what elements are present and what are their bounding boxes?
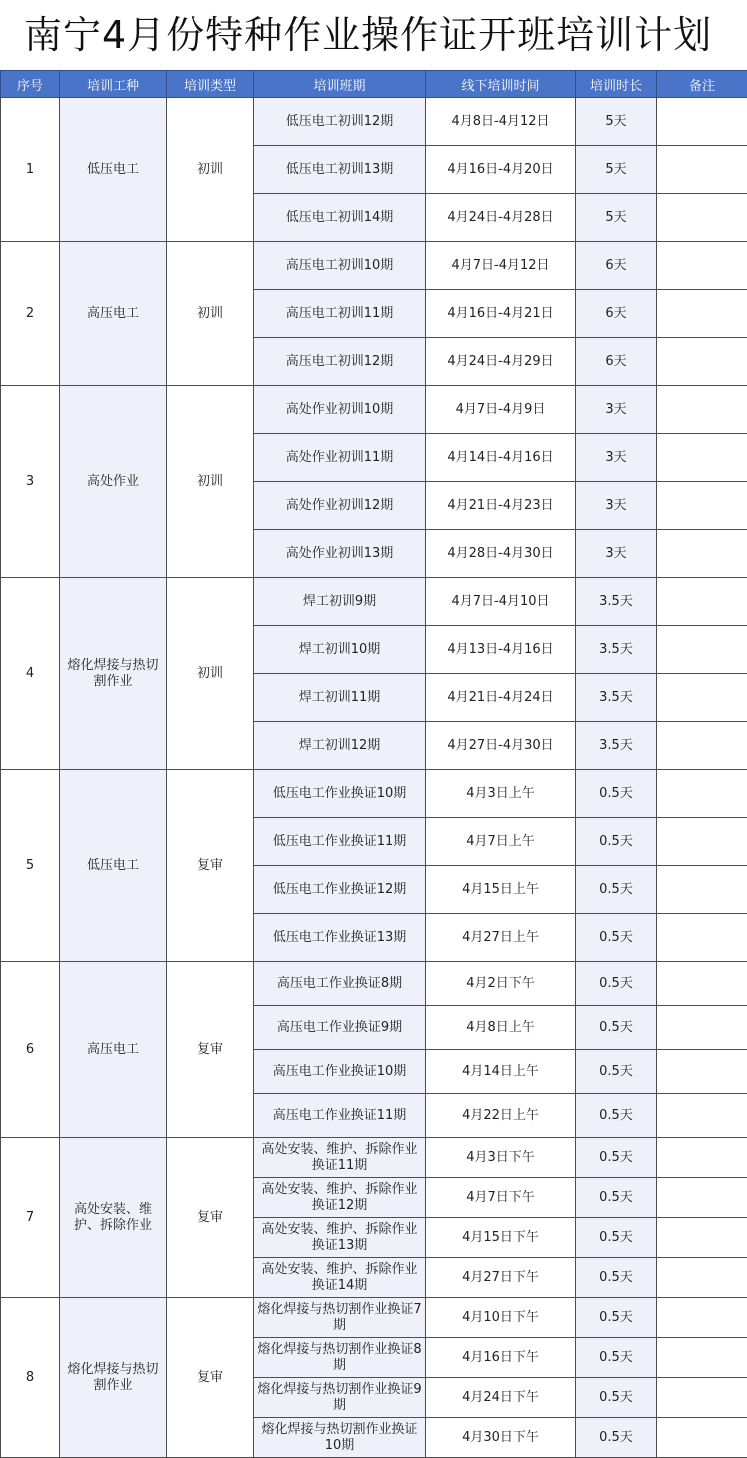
cell-no: 8 bbox=[1, 1298, 60, 1458]
cell-note bbox=[657, 1094, 747, 1138]
cell-period: 焊工初训9期 bbox=[254, 578, 426, 626]
cell-duration: 3天 bbox=[576, 530, 657, 578]
cell-duration: 0.5天 bbox=[576, 866, 657, 914]
header-no: 序号 bbox=[1, 71, 60, 98]
cell-period: 高压电工初训10期 bbox=[254, 242, 426, 290]
table-row bbox=[1, 770, 747, 818]
header-type: 培训类型 bbox=[167, 71, 254, 98]
cell-time: 4月27日-4月30日 bbox=[426, 722, 576, 770]
cell-period: 高处作业初训13期 bbox=[254, 530, 426, 578]
cell-time: 4月15日上午 bbox=[426, 866, 576, 914]
cell-trade: 熔化焊接与热切割作业 bbox=[60, 1298, 167, 1458]
cell-time: 4月7日-4月9日 bbox=[426, 386, 576, 434]
cell-note bbox=[657, 818, 747, 866]
cell-time: 4月16日-4月20日 bbox=[426, 146, 576, 194]
cell-note bbox=[657, 146, 747, 194]
cell-period: 高压电工作业换证8期 bbox=[254, 962, 426, 1006]
cell-time: 4月7日-4月10日 bbox=[426, 578, 576, 626]
cell-time: 4月13日-4月16日 bbox=[426, 626, 576, 674]
cell-period: 低压电工作业换证11期 bbox=[254, 818, 426, 866]
cell-time: 4月28日-4月30日 bbox=[426, 530, 576, 578]
cell-duration: 0.5天 bbox=[576, 1258, 657, 1298]
cell-duration: 0.5天 bbox=[576, 1178, 657, 1218]
cell-note bbox=[657, 1218, 747, 1258]
cell-note bbox=[657, 962, 747, 1006]
cell-no: 1 bbox=[1, 98, 60, 242]
cell-note bbox=[657, 866, 747, 914]
cell-note bbox=[657, 626, 747, 674]
cell-duration: 3天 bbox=[576, 434, 657, 482]
cell-type: 初训 bbox=[167, 242, 254, 386]
cell-time: 4月30日下午 bbox=[426, 1418, 576, 1458]
cell-period: 高处安装、维护、拆除作业换证13期 bbox=[254, 1218, 426, 1258]
cell-trade: 高处作业 bbox=[60, 386, 167, 578]
cell-note bbox=[657, 530, 747, 578]
table-row bbox=[1, 962, 747, 1006]
cell-duration: 0.5天 bbox=[576, 1138, 657, 1178]
cell-period: 高压电工作业换证10期 bbox=[254, 1050, 426, 1094]
cell-time: 4月24日-4月29日 bbox=[426, 338, 576, 386]
cell-note bbox=[657, 770, 747, 818]
cell-note bbox=[657, 386, 747, 434]
cell-time: 4月24日下午 bbox=[426, 1378, 576, 1418]
header-period: 培训班期 bbox=[254, 71, 426, 98]
cell-note bbox=[657, 1050, 747, 1094]
cell-duration: 3.5天 bbox=[576, 578, 657, 626]
cell-period: 焊工初训12期 bbox=[254, 722, 426, 770]
cell-duration: 3天 bbox=[576, 482, 657, 530]
table-row bbox=[1, 578, 747, 626]
cell-no: 5 bbox=[1, 770, 60, 962]
cell-time: 4月16日下午 bbox=[426, 1338, 576, 1378]
cell-trade: 高压电工 bbox=[60, 962, 167, 1138]
cell-time: 4月15日下午 bbox=[426, 1218, 576, 1258]
cell-duration: 0.5天 bbox=[576, 770, 657, 818]
header-note: 备注 bbox=[657, 71, 747, 98]
cell-time: 4月7日-4月12日 bbox=[426, 242, 576, 290]
cell-duration: 5天 bbox=[576, 146, 657, 194]
cell-note bbox=[657, 722, 747, 770]
cell-duration: 0.5天 bbox=[576, 1338, 657, 1378]
cell-period: 高处作业初训12期 bbox=[254, 482, 426, 530]
cell-time: 4月21日-4月24日 bbox=[426, 674, 576, 722]
cell-period: 焊工初训11期 bbox=[254, 674, 426, 722]
cell-trade: 高处安装、维护、拆除作业 bbox=[60, 1138, 167, 1298]
cell-type: 初训 bbox=[167, 98, 254, 242]
cell-period: 熔化焊接与热切割作业换证9期 bbox=[254, 1378, 426, 1418]
cell-period: 高压电工初训12期 bbox=[254, 338, 426, 386]
cell-type: 复审 bbox=[167, 962, 254, 1138]
training-schedule-table bbox=[0, 70, 747, 1458]
cell-period: 低压电工作业换证13期 bbox=[254, 914, 426, 962]
cell-time: 4月16日-4月21日 bbox=[426, 290, 576, 338]
cell-period: 高处安装、维护、拆除作业换证12期 bbox=[254, 1178, 426, 1218]
cell-time: 4月2日下午 bbox=[426, 962, 576, 1006]
cell-trade: 低压电工 bbox=[60, 98, 167, 242]
cell-time: 4月14日上午 bbox=[426, 1050, 576, 1094]
cell-note bbox=[657, 98, 747, 146]
cell-time: 4月7日上午 bbox=[426, 818, 576, 866]
cell-note bbox=[657, 434, 747, 482]
cell-note bbox=[657, 1258, 747, 1298]
cell-time: 4月27日下午 bbox=[426, 1258, 576, 1298]
table-row bbox=[1, 1138, 747, 1178]
cell-note bbox=[657, 482, 747, 530]
cell-period: 低压电工初训13期 bbox=[254, 146, 426, 194]
cell-note bbox=[657, 194, 747, 242]
cell-time: 4月3日上午 bbox=[426, 770, 576, 818]
cell-duration: 0.5天 bbox=[576, 1050, 657, 1094]
cell-duration: 6天 bbox=[576, 290, 657, 338]
cell-note bbox=[657, 914, 747, 962]
cell-period: 熔化焊接与热切割作业换证10期 bbox=[254, 1418, 426, 1458]
table-row bbox=[1, 1298, 747, 1338]
cell-period: 低压电工初训14期 bbox=[254, 194, 426, 242]
cell-type: 复审 bbox=[167, 1138, 254, 1298]
cell-note bbox=[657, 242, 747, 290]
cell-duration: 0.5天 bbox=[576, 1378, 657, 1418]
cell-period: 高压电工作业换证9期 bbox=[254, 1006, 426, 1050]
cell-period: 高压电工初训11期 bbox=[254, 290, 426, 338]
cell-duration: 3.5天 bbox=[576, 626, 657, 674]
cell-time: 4月27日上午 bbox=[426, 914, 576, 962]
cell-note bbox=[657, 338, 747, 386]
table-row bbox=[1, 242, 747, 290]
cell-time: 4月10日下午 bbox=[426, 1298, 576, 1338]
cell-period: 熔化焊接与热切割作业换证7期 bbox=[254, 1298, 426, 1338]
header-duration: 培训时长 bbox=[576, 71, 657, 98]
cell-duration: 0.5天 bbox=[576, 1094, 657, 1138]
cell-time: 4月3日下午 bbox=[426, 1138, 576, 1178]
cell-duration: 6天 bbox=[576, 242, 657, 290]
cell-time: 4月14日-4月16日 bbox=[426, 434, 576, 482]
page-title: 南宁4月份特种作业操作证开班培训计划 bbox=[0, 0, 747, 70]
cell-type: 初训 bbox=[167, 386, 254, 578]
cell-period: 高处安装、维护、拆除作业换证11期 bbox=[254, 1138, 426, 1178]
cell-note bbox=[657, 1338, 747, 1378]
cell-duration: 0.5天 bbox=[576, 1006, 657, 1050]
cell-duration: 3.5天 bbox=[576, 674, 657, 722]
cell-type: 初训 bbox=[167, 578, 254, 770]
cell-note bbox=[657, 1298, 747, 1338]
header-row bbox=[1, 71, 747, 98]
cell-no: 2 bbox=[1, 242, 60, 386]
cell-duration: 5天 bbox=[576, 194, 657, 242]
cell-note bbox=[657, 1378, 747, 1418]
cell-note bbox=[657, 1418, 747, 1458]
cell-note bbox=[657, 578, 747, 626]
cell-time: 4月21日-4月23日 bbox=[426, 482, 576, 530]
cell-note bbox=[657, 290, 747, 338]
cell-period: 高处安装、维护、拆除作业换证14期 bbox=[254, 1258, 426, 1298]
cell-duration: 0.5天 bbox=[576, 818, 657, 866]
header-time: 线下培训时间 bbox=[426, 71, 576, 98]
cell-no: 6 bbox=[1, 962, 60, 1138]
cell-no: 7 bbox=[1, 1138, 60, 1298]
cell-trade: 低压电工 bbox=[60, 770, 167, 962]
cell-note bbox=[657, 674, 747, 722]
cell-duration: 3.5天 bbox=[576, 722, 657, 770]
cell-duration: 0.5天 bbox=[576, 962, 657, 1006]
table-row bbox=[1, 386, 747, 434]
cell-trade: 高压电工 bbox=[60, 242, 167, 386]
cell-note bbox=[657, 1178, 747, 1218]
cell-period: 低压电工作业换证10期 bbox=[254, 770, 426, 818]
cell-period: 熔化焊接与热切割作业换证8期 bbox=[254, 1338, 426, 1378]
cell-period: 高处作业初训10期 bbox=[254, 386, 426, 434]
cell-duration: 0.5天 bbox=[576, 1218, 657, 1258]
cell-duration: 6天 bbox=[576, 338, 657, 386]
cell-duration: 0.5天 bbox=[576, 1418, 657, 1458]
cell-period: 高压电工作业换证11期 bbox=[254, 1094, 426, 1138]
cell-no: 4 bbox=[1, 578, 60, 770]
cell-note bbox=[657, 1006, 747, 1050]
cell-duration: 5天 bbox=[576, 98, 657, 146]
cell-note bbox=[657, 1138, 747, 1178]
cell-time: 4月24日-4月28日 bbox=[426, 194, 576, 242]
cell-time: 4月8日上午 bbox=[426, 1006, 576, 1050]
cell-trade: 熔化焊接与热切割作业 bbox=[60, 578, 167, 770]
cell-type: 复审 bbox=[167, 770, 254, 962]
cell-period: 低压电工初训12期 bbox=[254, 98, 426, 146]
cell-type: 复审 bbox=[167, 1298, 254, 1458]
cell-time: 4月7日下午 bbox=[426, 1178, 576, 1218]
cell-time: 4月22日上午 bbox=[426, 1094, 576, 1138]
cell-duration: 0.5天 bbox=[576, 1298, 657, 1338]
table-row bbox=[1, 98, 747, 146]
cell-duration: 3天 bbox=[576, 386, 657, 434]
cell-duration: 0.5天 bbox=[576, 914, 657, 962]
header-trade: 培训工种 bbox=[60, 71, 167, 98]
cell-no: 3 bbox=[1, 386, 60, 578]
cell-period: 焊工初训10期 bbox=[254, 626, 426, 674]
cell-period: 低压电工作业换证12期 bbox=[254, 866, 426, 914]
cell-time: 4月8日-4月12日 bbox=[426, 98, 576, 146]
cell-period: 高处作业初训11期 bbox=[254, 434, 426, 482]
